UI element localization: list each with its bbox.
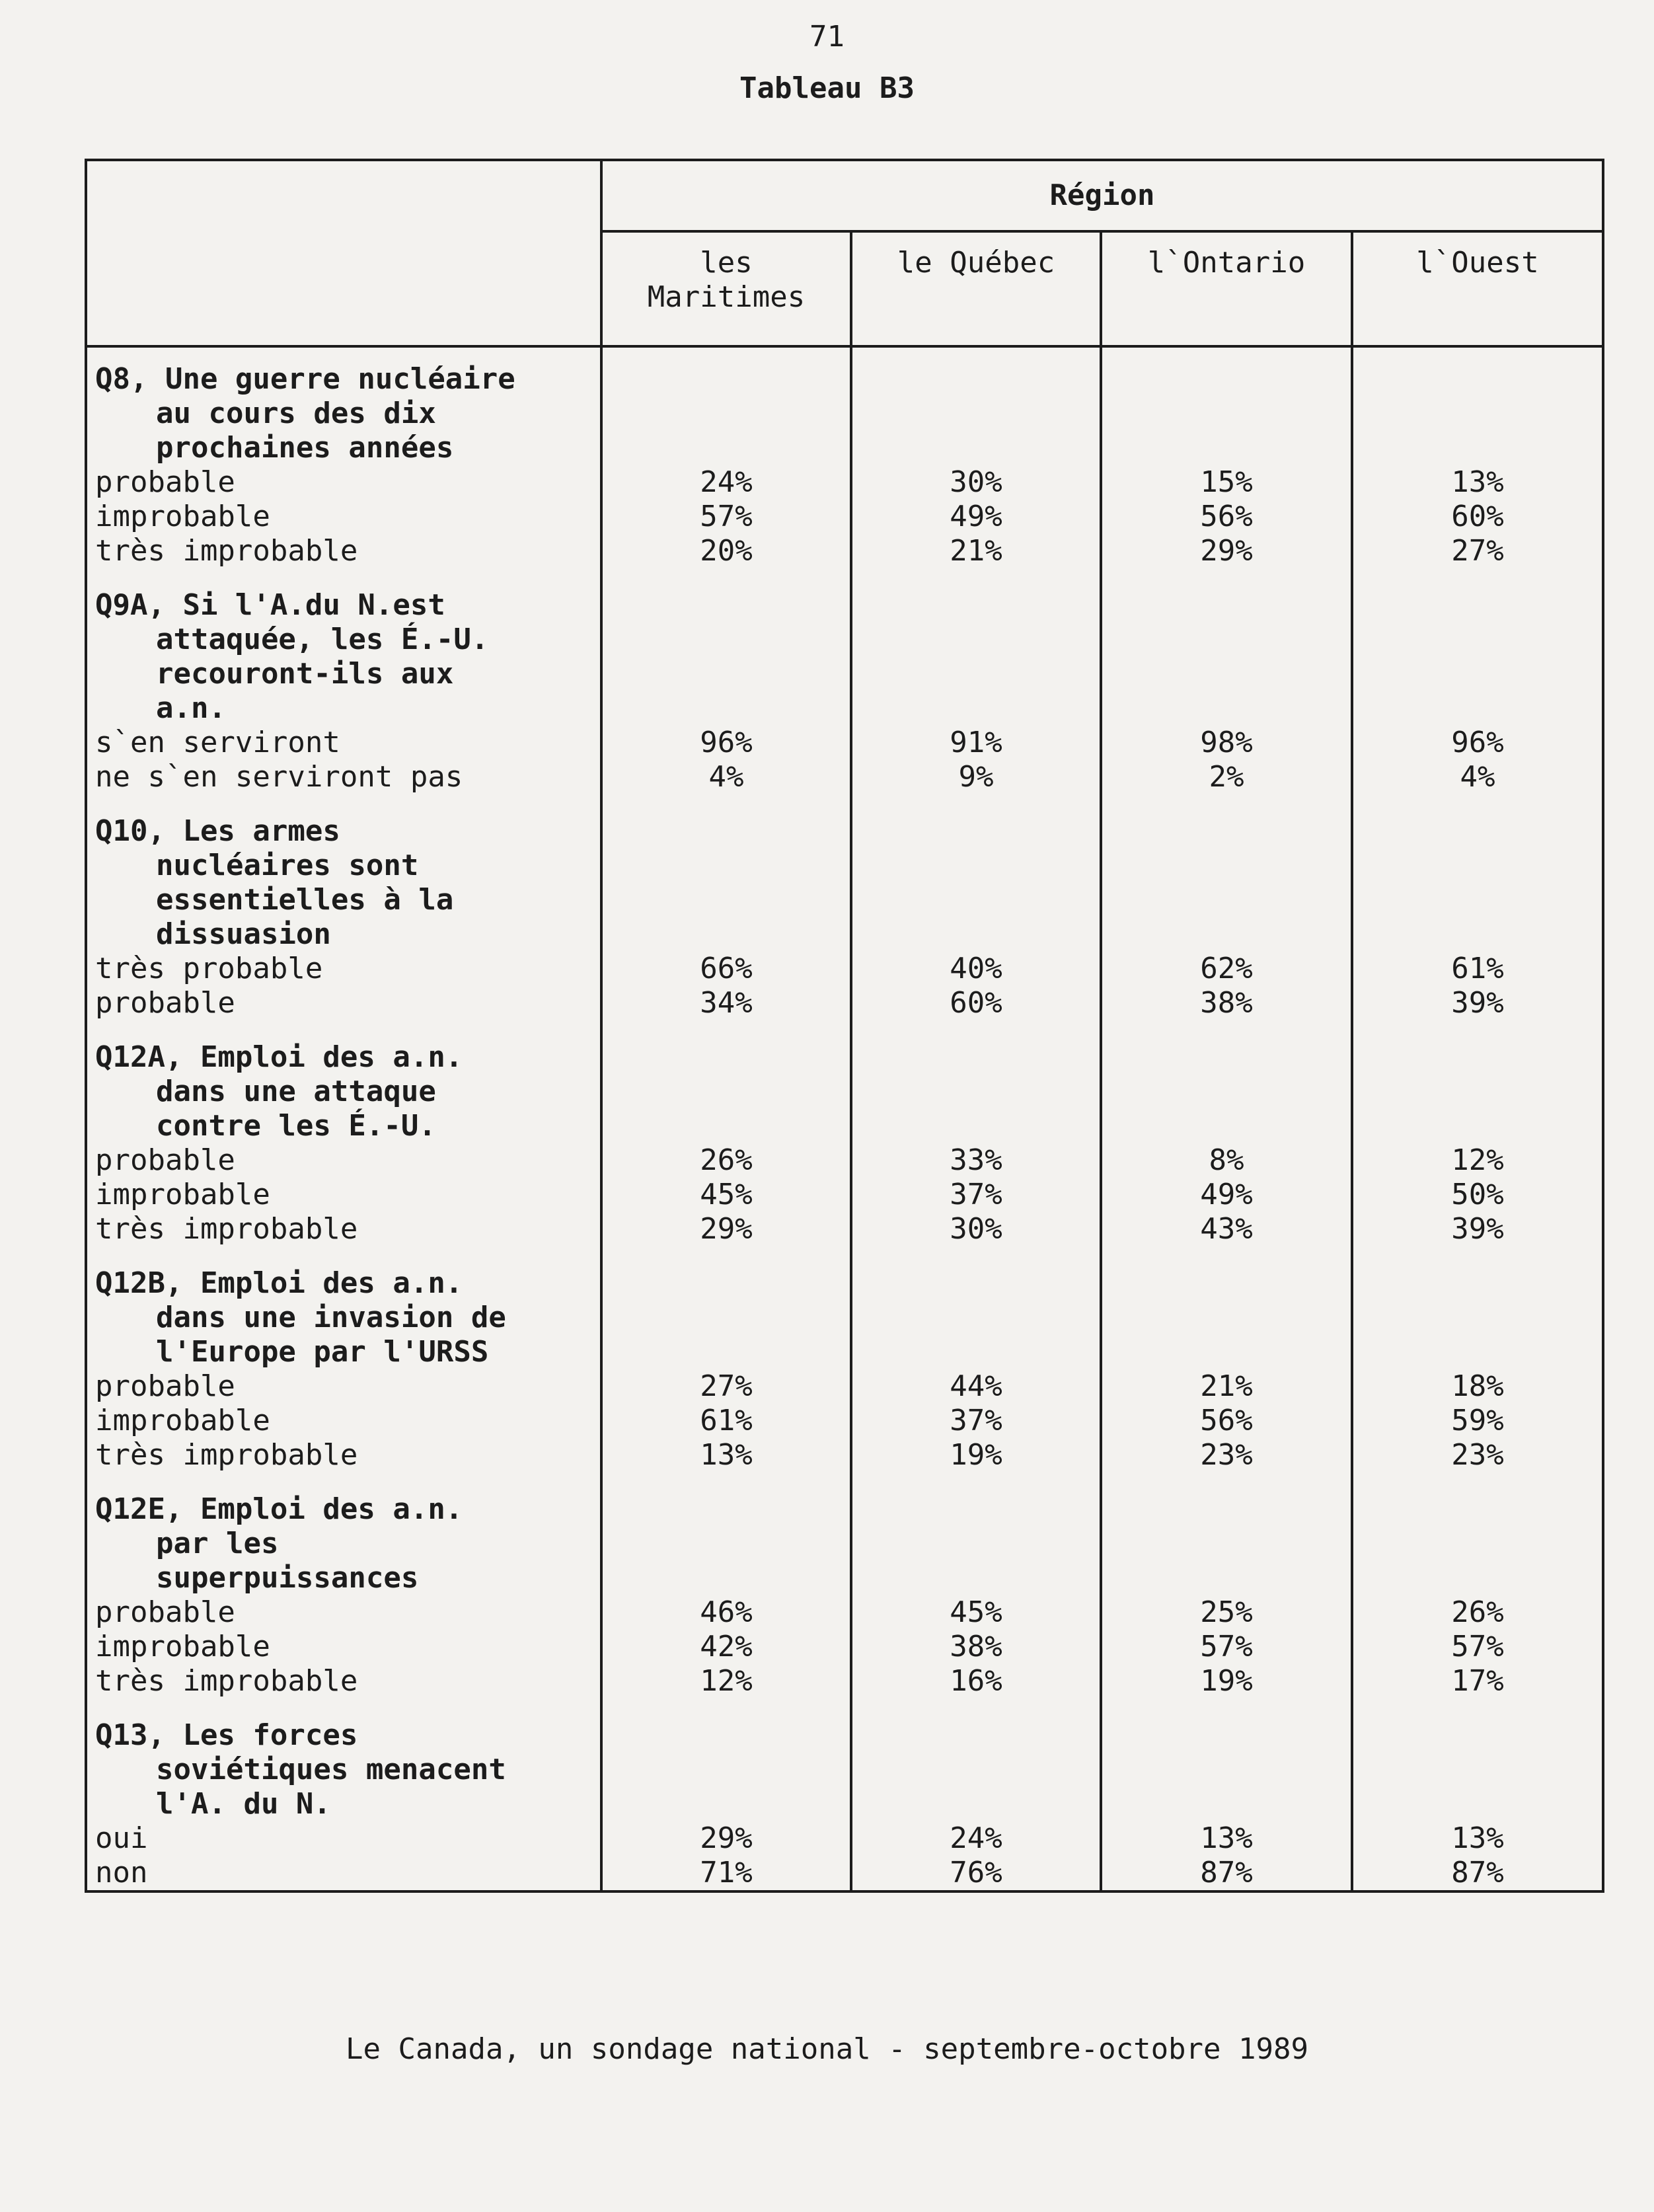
percentage-value: 21% [950, 534, 1002, 568]
percentage-value: 50% [1451, 1178, 1504, 1211]
question-values-block [1353, 1246, 1602, 1472]
column-header: le Québec [851, 231, 1101, 346]
answer-option-label: très improbable [95, 1438, 358, 1472]
percentage-value: 60% [950, 986, 1002, 1020]
column-header: l`Ontario [1101, 231, 1352, 346]
percentage-value: 4% [1460, 760, 1495, 794]
answer-option-label: probable [95, 1143, 235, 1177]
answer-option-label: oui [95, 1821, 148, 1855]
percentage-value: 27% [700, 1369, 753, 1403]
percentage-value: 61% [700, 1404, 753, 1437]
answer-option-label: improbable [95, 1404, 270, 1437]
answer-option-label: s`en serviront [95, 726, 340, 759]
question-title: superpuissances [156, 1561, 419, 1595]
region-values-column [1101, 346, 1352, 1891]
percentage-value: 19% [950, 1438, 1002, 1472]
percentage-value: 45% [950, 1595, 1002, 1629]
question-values-block [1353, 1020, 1602, 1246]
question-title: Q12A, Emploi des a.n. [95, 1040, 463, 1074]
question-title: l'Europe par l'URSS [156, 1335, 489, 1369]
percentage-value: 87% [1451, 1856, 1504, 1889]
question-values-block [1353, 568, 1602, 794]
question-values-block [1102, 1472, 1351, 1698]
percentage-value: 13% [1451, 465, 1504, 499]
question-title: a.n. [156, 691, 226, 725]
percentage-value: 98% [1200, 726, 1253, 759]
percentage-value: 2% [1209, 760, 1244, 794]
question-values-block [1102, 568, 1351, 794]
percentage-value: 37% [950, 1178, 1002, 1211]
percentage-value: 30% [950, 465, 1002, 499]
question-block [95, 1472, 600, 1698]
answer-option-label: probable [95, 1595, 235, 1629]
question-values-block [1353, 794, 1602, 1020]
answer-option-label: très improbable [95, 1212, 358, 1246]
answer-option-label: très probable [95, 952, 323, 985]
percentage-value: 76% [950, 1856, 1002, 1889]
page-title: Tableau B3 [739, 71, 915, 105]
question-title: nucléaires sont [156, 849, 419, 882]
question-title: Q9A, Si l'A.du N.est [95, 588, 445, 622]
percentage-value: 29% [700, 1821, 753, 1855]
page-number: 71 [809, 20, 845, 54]
question-values-block [603, 568, 850, 794]
percentage-value: 16% [950, 1664, 1002, 1698]
question-values-block [603, 794, 850, 1020]
answer-option-label: très improbable [95, 1664, 358, 1698]
question-title: soviétiques menacent [156, 1753, 506, 1786]
percentage-value: 66% [700, 952, 753, 985]
percentage-value: 44% [950, 1369, 1002, 1403]
percentage-value: 26% [1451, 1595, 1504, 1629]
question-values-block [603, 1020, 850, 1246]
percentage-value: 34% [700, 986, 753, 1020]
question-title: essentielles à la [156, 883, 454, 917]
question-title: dans une attaque [156, 1075, 436, 1108]
percentage-value: 13% [1200, 1821, 1253, 1855]
question-values-block [852, 1698, 1100, 1890]
question-block [95, 568, 600, 794]
percentage-value: 4% [708, 760, 744, 794]
question-values-block [603, 1698, 850, 1890]
percentage-value: 96% [1451, 726, 1504, 759]
column-header: l`Ouest [1352, 231, 1603, 346]
question-values-block [852, 1246, 1100, 1472]
percentage-value: 24% [950, 1821, 1002, 1855]
question-title: Q10, Les armes [95, 814, 340, 848]
question-title: dans une invasion de [156, 1301, 506, 1334]
answer-option-label: très improbable [95, 534, 358, 568]
percentage-value: 23% [1200, 1438, 1253, 1472]
percentage-value: 29% [700, 1212, 753, 1246]
question-values-block [1353, 348, 1602, 568]
percentage-value: 8% [1209, 1143, 1244, 1177]
percentage-value: 49% [950, 500, 1002, 533]
percentage-value: 29% [1200, 534, 1253, 568]
question-title: au cours des dix [156, 397, 436, 430]
percentage-value: 13% [1451, 1821, 1504, 1855]
question-values-block [852, 348, 1100, 568]
percentage-value: 38% [950, 1630, 1002, 1663]
percentage-value: 12% [1451, 1143, 1504, 1177]
percentage-value: 59% [1451, 1404, 1504, 1437]
answer-option-label: improbable [95, 500, 270, 533]
answer-option-label: improbable [95, 1178, 270, 1211]
answer-option-label: probable [95, 1369, 235, 1403]
question-values-block [1353, 1698, 1602, 1890]
question-values-block [1102, 1698, 1351, 1890]
question-title: dissuasion [156, 917, 331, 951]
answer-option-label: probable [95, 465, 235, 499]
percentage-value: 20% [700, 534, 753, 568]
region-values-column [1352, 346, 1603, 1891]
question-title: Q13, Les forces [95, 1718, 358, 1752]
question-block [95, 348, 600, 568]
percentage-value: 12% [700, 1664, 753, 1698]
region-values-column [601, 346, 851, 1891]
percentage-value: 39% [1451, 986, 1504, 1020]
question-title: l'A. du N. [156, 1787, 331, 1821]
question-title: Q8, Une guerre nucléaire [95, 362, 515, 396]
question-values-block [852, 1020, 1100, 1246]
question-title: prochaines années [156, 431, 454, 465]
percentage-value: 62% [1200, 952, 1253, 985]
percentage-value: 26% [700, 1143, 753, 1177]
percentage-value: 38% [1200, 986, 1253, 1020]
percentage-value: 46% [700, 1595, 753, 1629]
question-title: attaquée, les É.-U. [156, 623, 489, 656]
question-values-block [1102, 794, 1351, 1020]
question-values-block [1353, 1472, 1602, 1698]
percentage-value: 57% [1200, 1630, 1253, 1663]
question-values-block [603, 1472, 850, 1698]
percentage-value: 49% [1200, 1178, 1253, 1211]
percentage-value: 43% [1200, 1212, 1253, 1246]
percentage-value: 27% [1451, 534, 1504, 568]
header-blank-cell [86, 160, 601, 346]
column-header: les Maritimes [601, 231, 851, 346]
percentage-value: 91% [950, 726, 1002, 759]
question-title: Q12E, Emploi des a.n. [95, 1492, 463, 1526]
region-header: Région [601, 160, 1603, 231]
question-values-block [852, 568, 1100, 794]
percentage-value: 15% [1200, 465, 1253, 499]
question-title: par les [156, 1527, 279, 1560]
percentage-value: 18% [1451, 1369, 1504, 1403]
percentage-value: 9% [958, 760, 994, 794]
question-values-block [603, 348, 850, 568]
percentage-value: 96% [700, 726, 753, 759]
percentage-value: 30% [950, 1212, 1002, 1246]
question-block [95, 1020, 600, 1246]
percentage-value: 23% [1451, 1438, 1504, 1472]
percentage-value: 13% [700, 1438, 753, 1472]
question-title: contre les É.-U. [156, 1109, 436, 1143]
percentage-value: 56% [1200, 1404, 1253, 1437]
percentage-value: 19% [1200, 1664, 1253, 1698]
answer-option-label: improbable [95, 1630, 270, 1663]
percentage-value: 42% [700, 1630, 753, 1663]
answer-option-label: probable [95, 986, 235, 1020]
question-block [95, 1246, 600, 1472]
answer-option-label: non [95, 1856, 148, 1889]
percentage-value: 56% [1200, 500, 1253, 533]
percentage-value: 39% [1451, 1212, 1504, 1246]
question-values-block [1102, 1020, 1351, 1246]
region-values-column [851, 346, 1101, 1891]
question-values-block [852, 794, 1100, 1020]
percentage-value: 25% [1200, 1595, 1253, 1629]
question-values-block [603, 1246, 850, 1472]
footer-caption: Le Canada, un sondage national - septembre-octobre 1989 [346, 2032, 1308, 2066]
percentage-value: 37% [950, 1404, 1002, 1437]
percentage-value: 87% [1200, 1856, 1253, 1889]
question-block [95, 1698, 600, 1890]
question-values-block [852, 1472, 1100, 1698]
question-title: Q12B, Emploi des a.n. [95, 1266, 463, 1300]
question-values-block [1102, 1246, 1351, 1472]
percentage-value: 60% [1451, 500, 1504, 533]
question-values-block [1102, 348, 1351, 568]
percentage-value: 57% [1451, 1630, 1504, 1663]
percentage-value: 45% [700, 1178, 753, 1211]
percentage-value: 24% [700, 465, 753, 499]
percentage-value: 61% [1451, 952, 1504, 985]
question-label-column [86, 346, 601, 1891]
survey-table [85, 159, 1604, 1893]
percentage-value: 17% [1451, 1664, 1504, 1698]
question-block [95, 794, 600, 1020]
percentage-value: 71% [700, 1856, 753, 1889]
percentage-value: 40% [950, 952, 1002, 985]
percentage-value: 33% [950, 1143, 1002, 1177]
answer-option-label: ne s`en serviront pas [95, 760, 463, 794]
percentage-value: 57% [700, 500, 753, 533]
percentage-value: 21% [1200, 1369, 1253, 1403]
question-title: recouront-ils aux [156, 657, 454, 691]
